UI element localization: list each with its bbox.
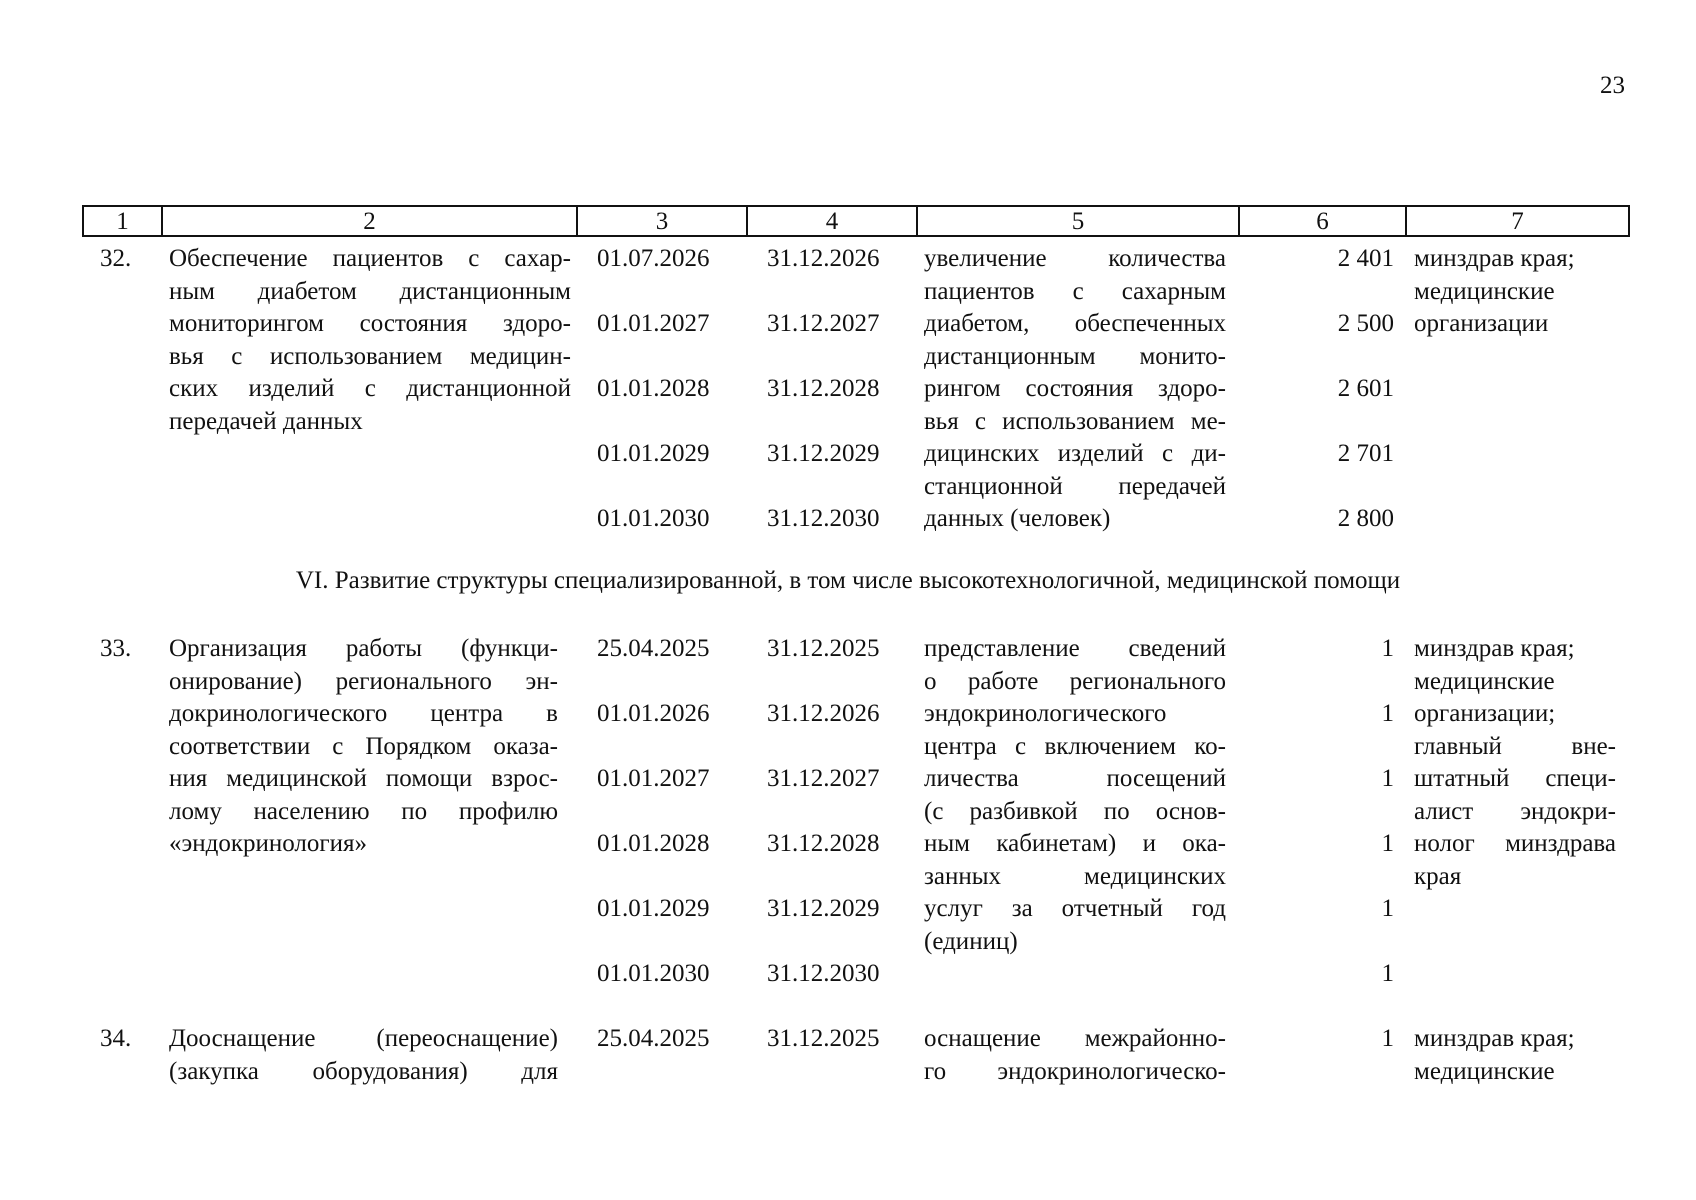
header-col-4: 4	[746, 207, 916, 235]
end-date: 31.12.2030	[767, 960, 880, 987]
start-date: 01.01.2027	[597, 765, 710, 792]
target-value: 1	[1381, 830, 1394, 857]
table-header	[82, 205, 1630, 237]
indicator-description: увеличение количества пациентов с сахарным диабетом, обеспеченных дистанционным монито- рингом состояния здоро- вья с использованием ме- дицинских изделий с ди- станционной передачей данных (человек)	[924, 245, 1226, 532]
page-number: 23	[1600, 72, 1625, 99]
start-date: 25.04.2025	[597, 635, 710, 662]
row-number: 33.	[100, 635, 132, 662]
start-date: 01.01.2028	[597, 375, 710, 402]
section-title: VI. Развитие структуры специализированной, в том числе высокотехнологичной, медицинской помощи	[295, 567, 1401, 594]
end-date: 31.12.2027	[767, 310, 880, 337]
target-value: 2 701	[1337, 440, 1394, 467]
start-date: 01.01.2027	[597, 310, 710, 337]
end-date: 31.12.2026	[767, 245, 880, 272]
target-value: 2 800	[1337, 505, 1394, 532]
target-value: 1	[1381, 765, 1394, 792]
end-date: 31.12.2028	[767, 830, 880, 857]
start-date: 01.01.2026	[597, 700, 710, 727]
target-value: 2 500	[1337, 310, 1394, 337]
target-value: 1	[1381, 635, 1394, 662]
target-value: 2 401	[1337, 245, 1394, 272]
end-date: 31.12.2029	[767, 440, 880, 467]
target-value: 1	[1381, 960, 1394, 987]
target-value: 1	[1381, 700, 1394, 727]
row-number: 32.	[100, 245, 132, 272]
start-date: 01.01.2028	[597, 830, 710, 857]
target-value: 1	[1381, 895, 1394, 922]
end-date: 31.12.2028	[767, 375, 880, 402]
start-date: 01.01.2030	[597, 960, 710, 987]
target-value: 1	[1381, 1025, 1394, 1052]
end-date: 31.12.2029	[767, 895, 880, 922]
end-date: 31.12.2026	[767, 700, 880, 727]
row-title: Дооснащение (переоснащение) (закупка оборудования) для	[169, 1025, 558, 1085]
row-number: 34.	[100, 1025, 132, 1052]
start-date: 25.04.2025	[597, 1025, 710, 1052]
end-date: 31.12.2027	[767, 765, 880, 792]
start-date: 01.01.2029	[597, 440, 710, 467]
target-value: 2 601	[1337, 375, 1394, 402]
start-date: 01.01.2029	[597, 895, 710, 922]
responsible-executors: минздрав края; медицинские организации	[1414, 245, 1575, 337]
end-date: 31.12.2030	[767, 505, 880, 532]
row-title: Обеспечение пациентов с сахар- ным диабетом дистанционным мониторингом состояния здоро- вья с использованием медицин- ских изделий с дистанционной передачей данных	[169, 245, 571, 435]
row-title: Организация работы (функци- онирование) регионального эн- докринологического центра в соответствии с Порядком оказа- ния медицинской помощи взрос- лому населению по профилю «эндокринология»	[169, 635, 558, 857]
responsible-executors: минздрав края; медицинские	[1414, 1025, 1575, 1085]
header-col-3: 3	[576, 207, 746, 235]
header-col-6: 6	[1238, 207, 1405, 235]
start-date: 01.01.2030	[597, 505, 710, 532]
indicator-description: оснащение межрайонно- го эндокринологическо-	[924, 1025, 1226, 1085]
header-col-5: 5	[916, 207, 1238, 235]
indicator-description: представление сведений о работе регионального эндокринологического центра с включением ко- личества посещений (с разбивкой по основ- ным кабинетам) и ока- занных медицинских услуг за отчетный год (единиц)	[924, 635, 1226, 955]
start-date: 01.07.2026	[597, 245, 710, 272]
header-col-2: 2	[161, 207, 576, 235]
end-date: 31.12.2025	[767, 1025, 880, 1052]
header-col-7: 7	[1405, 207, 1628, 235]
header-col-1: 1	[116, 208, 129, 235]
end-date: 31.12.2025	[767, 635, 880, 662]
responsible-executors: минздрав края; медицинские организации; главный вне- штатный специ- алист эндокри- нолог минздрава края	[1414, 635, 1616, 890]
